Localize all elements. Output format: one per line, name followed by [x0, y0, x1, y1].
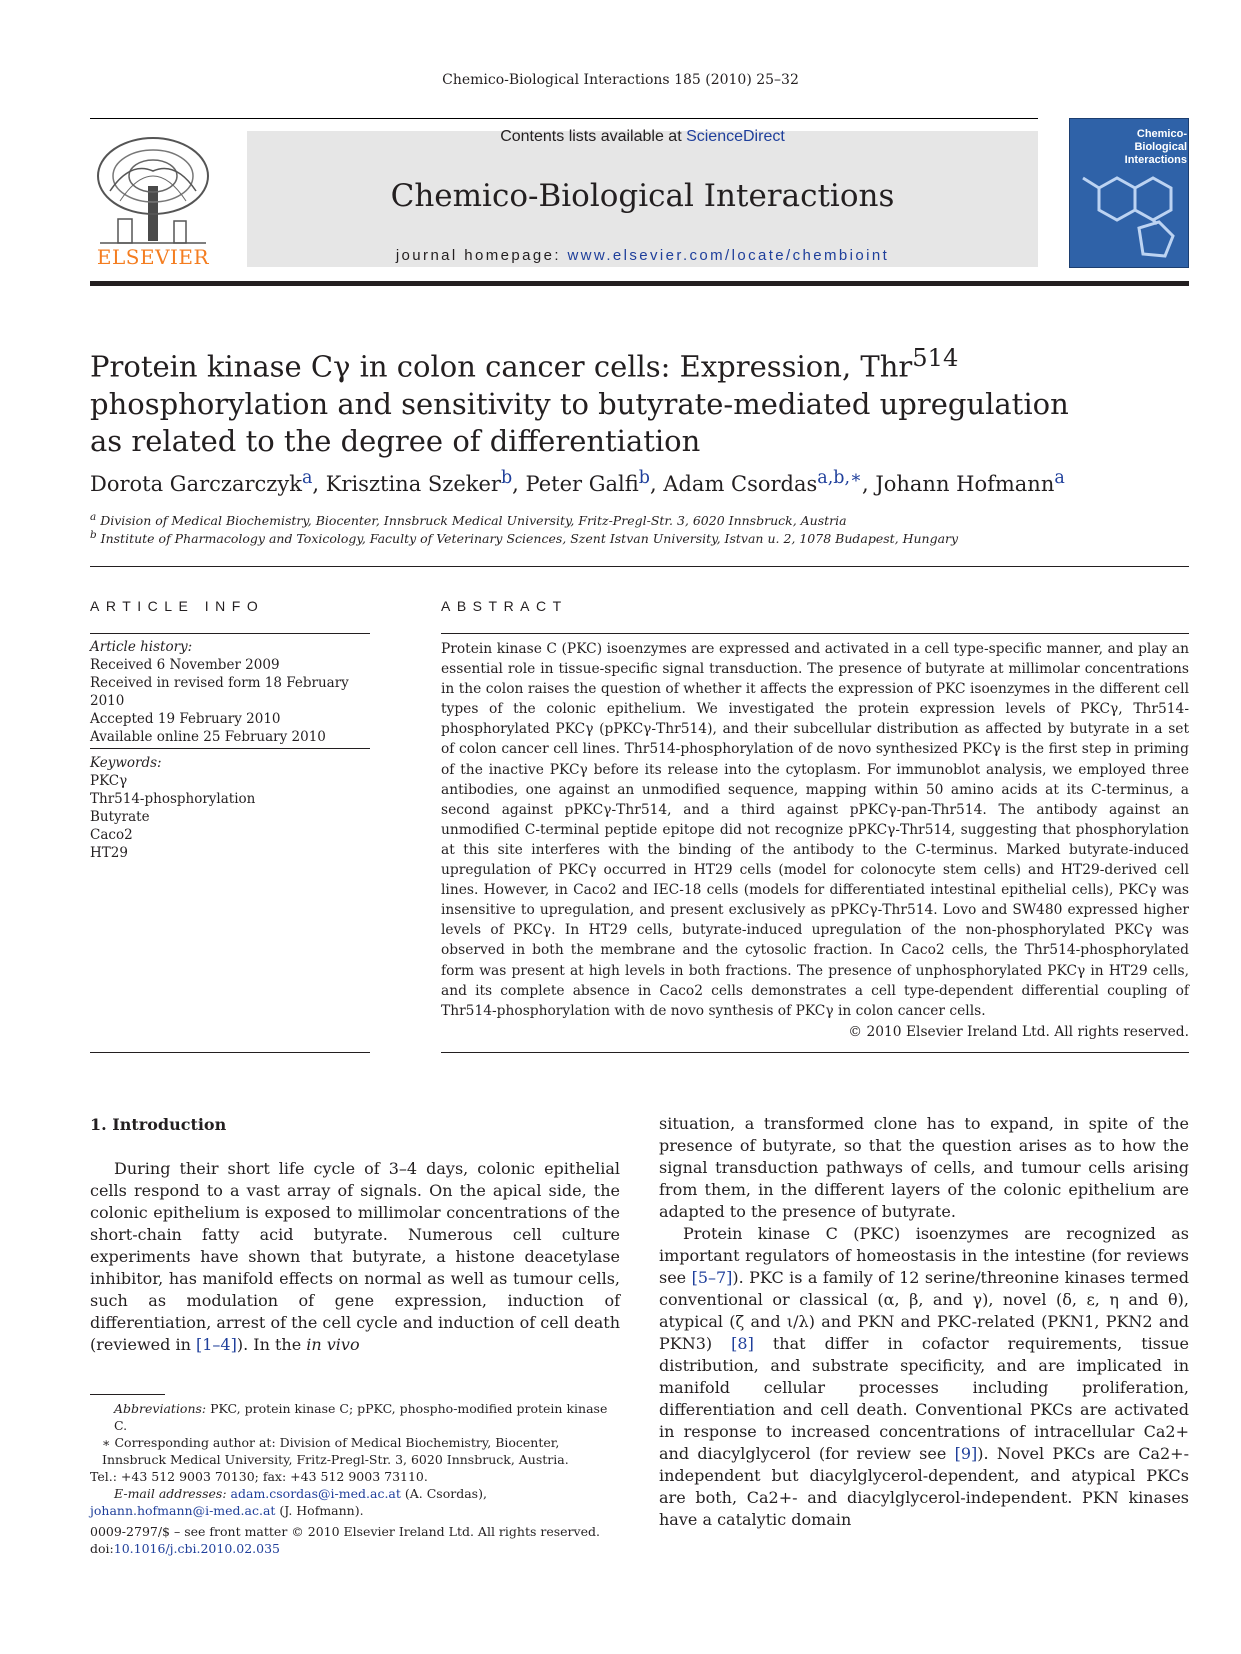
keyword: PKCγ: [90, 773, 128, 789]
publisher-name: ELSEVIER: [96, 245, 210, 269]
intro-paragraph: [90, 1158, 620, 1356]
affil-text: Division of Medical Biochemistry, Biocenter, Innsbruck Medical University, Fritz-Pregl-Str. 3, 6020 Innsbruck, Austria: [96, 513, 847, 529]
email-link[interactable]: johann.hofmann@i-med.ac.at: [90, 1503, 276, 1518]
footnote-label: Abbreviations:: [114, 1401, 207, 1416]
affiliation: [90, 529, 958, 546]
footnote-rule: [90, 1394, 165, 1395]
footnotes: [90, 1400, 620, 1519]
article-info-bottom-rule: [90, 1052, 370, 1053]
running-header: Chemico-Biological Interactions 185 (2010) 25–32: [442, 72, 799, 88]
keyword: HT29: [90, 845, 128, 861]
footnote-label: E-mail addresses:: [114, 1486, 227, 1501]
citation-link[interactable]: [1–4]: [195, 1335, 237, 1354]
text-run: Protein kinase C (PKC) isoenzymes are recognized as important regulators of homeostasis in the intestine (for reviews see: [659, 1224, 1189, 1287]
contents-prefix: Contents lists available at: [500, 128, 687, 145]
journal-title: Chemico-Biological Interactions: [390, 178, 895, 214]
author-name: Dorota Garczarczyk: [90, 472, 302, 496]
text-run: ). In the: [236, 1335, 307, 1354]
history-label: Article history:: [90, 639, 193, 655]
title-text-1: Protein kinase Cγ in colon cancer cells: Expression, Thr: [90, 349, 913, 384]
footnote-text: PKC, protein kinase C; pPKC, phospho-modified protein kinase C.: [114, 1401, 608, 1433]
abstract-text: Protein kinase C (PKC) isoenzymes are expressed and activated in a cell type-specific manner, and play an essential role in tissue-specific signal transduction. The presence of butyrate at millimolar concentrations in the colon raises the question of whether it affects the expression of PKC isoenzymes in the different cell types of the colonic epithelium. We investigated the protein expression levels of PKCγ, Thr514-phosphorylated PKCγ (pPKCγ-Thr514), and their subcellular distribution as affected by butyrate in a set of colon cancer cell lines. Thr514-phosphorylation of de novo synthesized PKCγ is the first step in priming of the inactive PKCγ before its release into the cytoplasm. For immunoblot analysis, we employed three antibodies, one against an unmodified sequence, mapping within 50 amino acids at its C-terminus, a second against pPKCγ-Thr514, and a third against pPKCγ-pan-Thr514. The antibody against an unmodified C-terminal peptide epitope did not recognize pPKCγ-Thr514, suggesting that phosphorylation at this site interferes with the binding of the antibody to the C-terminus. Marked butyrate-induced upregulation of PKCγ occurred in HT29 cells (model for colonocyte stem cells) and HT29-derived cell lines. However, in Caco2 and IEC-18 cells (models for differentiated intestinal epithelial cells), PKCγ was insensitive to upregulation, and present exclusively as pPKCγ-Thr514. Lovo and SW480 expressed higher levels of PKCγ. In HT29 cells, butyrate-induced upregulation of the non-phosphorylated PKCγ was observed in both the membrane and the cytosolic fraction. In Caco2 cells, the Thr514-phosphorylated form was present at high levels in both fractions. The presence of unphosphorylated PKCγ in HT29 cells, and its complete absence in Caco2 cells demonstrates a cell type-dependent differential coupling of Thr514-phosphorylation with de novo synthesis of PKCγ in colon cancer cells.: [441, 641, 1189, 1019]
masthead-bottom-rule: [90, 281, 1189, 286]
affil-mark: b: [90, 529, 97, 541]
author-affil-mark[interactable]: a,b,∗: [817, 468, 862, 488]
abstract-bottom-rule: [441, 1052, 1189, 1053]
sciencedirect-link[interactable]: ScienceDirect: [686, 128, 785, 145]
header-divider: [90, 566, 1189, 567]
abstract-copyright: © 2010 Elsevier Ireland Ltd. All rights reserved.: [848, 1024, 1189, 1040]
journal-cover: [1069, 118, 1189, 268]
author-name: Adam Csordas: [663, 472, 818, 496]
abbreviations-footnote: [90, 1400, 620, 1434]
doi-label: doi:: [90, 1541, 114, 1556]
homepage-prefix: journal homepage:: [395, 247, 568, 264]
article-info-rule: [90, 633, 370, 634]
text-run: ). Novel PKCs are Ca2+-independent but diacylglycerol-dependent, and atypical PKCs are both, Ca2+- and diacylglycerol-independent. PKN kinases have a catalytic domain: [659, 1444, 1189, 1529]
homepage-link[interactable]: www.elsevier.com/locate/chembioint: [567, 247, 890, 264]
footnote-text: Corresponding author at: Division of Medical Biochemistry, Biocenter, Innsbruck Medical University, Fritz-Pregl-Str. 3, 6020 Innsbruck, Austria.: [102, 1435, 569, 1467]
tel-fax: Tel.: +43 512 9003 70130; fax: +43 512 9003 73110.: [90, 1469, 428, 1484]
text-run: in vivo: [306, 1335, 360, 1354]
email-footnote-cont: [90, 1502, 620, 1519]
front-matter-line: 0009-2797/$ – see front matter © 2010 Elsevier Ireland Ltd. All rights reserved.: [90, 1524, 600, 1539]
keywords: [90, 754, 380, 862]
history-item: Accepted 19 February 2010: [90, 711, 281, 727]
article-history: [90, 638, 380, 746]
title-superscript: 514: [912, 344, 959, 372]
intro-right-column: [659, 1113, 1189, 1531]
email-link[interactable]: adam.csordas@i-med.ac.at: [230, 1486, 401, 1501]
doi-link[interactable]: 10.1016/j.cbi.2010.02.035: [113, 1541, 280, 1556]
citation-link[interactable]: [8]: [731, 1334, 754, 1353]
footnote-text: (A. Csordas),: [400, 1486, 487, 1501]
intro-left-column: [90, 1158, 620, 1356]
keyword: Caco2: [90, 827, 133, 843]
footnote-text: (J. Hofmann).: [275, 1503, 364, 1518]
author-name: Johann Hofmann: [875, 472, 1055, 496]
author-affil-mark[interactable]: a: [301, 468, 313, 488]
title-text-2: phosphorylation and sensitivity to butyrate-mediated upregulation as related to the degree of differentiation: [90, 386, 1069, 458]
text-run: During their short life cycle of 3–4 days, colonic epithelial cells respond to a vast array of signals. On the apical side, the colonic epithelium is exposed to millimolar concentrations of the short-chain fatty acid butyrate. Numerous cell culture experiments have shown that butyrate, a histone deacetylase inhibitor, has manifold effects on normal as well as tumour cells, such as modulation of gene expression, induction of differentiation, arrest of the cell cycle and induction of cell death (reviewed in: [90, 1159, 620, 1354]
article-title: [90, 340, 1100, 460]
author-affil-mark[interactable]: b: [638, 468, 650, 488]
doi-line: [90, 1540, 650, 1557]
history-item: Received 6 November 2009: [90, 657, 280, 673]
author-list: Dorota Garczarczyk$^a$, Krisztina Szeker$^b$, Peter Galfi$^b$, Adam Csordas$^{a,b,∗}$, Johann Hofmann$^a$: [90, 468, 1065, 496]
keywords-label: Keywords:: [90, 755, 162, 771]
contents-line: [247, 128, 1038, 146]
elsevier-logo: [90, 131, 216, 271]
author-name: Krisztina Szeker: [325, 472, 501, 496]
history-item: Received in revised form 18 February 2010: [90, 675, 349, 709]
abstract-heading: ABSTRACT: [441, 598, 568, 614]
top-rule: [90, 118, 1038, 119]
keyword: Butyrate: [90, 809, 150, 825]
history-item: Available online 25 February 2010: [90, 729, 326, 745]
email-footnote: [90, 1485, 620, 1502]
keyword: Thr514-phosphorylation: [90, 791, 256, 807]
author-affil-mark[interactable]: a: [1054, 468, 1065, 488]
article-info-heading: ARTICLE INFO: [90, 598, 265, 614]
text-run: that differ in cofactor requirements, tissue distribution, and substrate specificity, and are implicated in manifold cellular processes including proliferation, differentiation and cell death. Conventional PKCs are activated in response to increased concentrations of intracellular Ca2+ and diacylglycerol (for review see: [659, 1334, 1189, 1463]
corresponding-author-footnote: [90, 1434, 620, 1468]
keywords-rule: [90, 748, 370, 749]
author-affil-mark[interactable]: b: [500, 468, 513, 488]
footnote-mark: ∗: [102, 1435, 111, 1450]
journal-homepage: [247, 247, 1038, 264]
citation-link[interactable]: [9]: [954, 1444, 978, 1463]
front-matter: [90, 1523, 650, 1557]
intro-paragraph: situation, a transformed clone has to expand, in spite of the presence of butyrate, so that the question arises as to how the signal transduction pathways of cells, and tumour cells arising from them, in the different layers of the colonic epithelium are adapted to the presence of butyrate.: [659, 1114, 1189, 1221]
affil-text: Institute of Pharmacology and Toxicology, Faculty of Veterinary Sciences, Szent Istvan University, Istvan u. 2, 1078 Budapest, Hungary: [96, 531, 959, 547]
affiliation: [90, 511, 847, 528]
text-run: ). PKC is a family of 12 serine/threonine kinases termed conventional or classical (α, β, and γ), novel (δ, ε, η and θ), atypical (ζ and ι/λ) and PKN and PKC-related (PKN1, PKN2 and PKN3): [659, 1268, 1190, 1353]
intro-paragraph: [659, 1223, 1189, 1531]
author-name: Peter Galfi: [525, 472, 639, 496]
citation-link[interactable]: [5–7]: [691, 1268, 733, 1287]
affil-mark: a: [90, 511, 97, 523]
section-heading: 1. Introduction: [90, 1115, 227, 1134]
cover-title: Chemico-Biological Interactions: [1124, 128, 1187, 166]
abstract-rule: [441, 633, 1189, 634]
